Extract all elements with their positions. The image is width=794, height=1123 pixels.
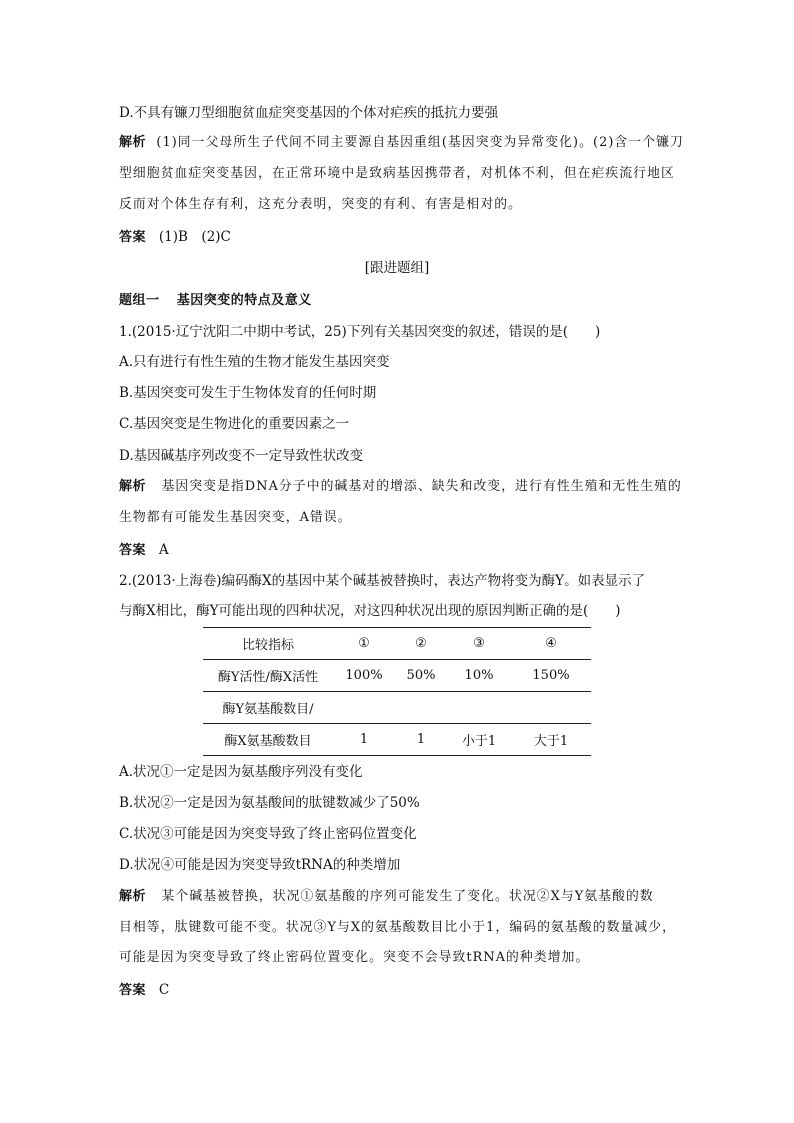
table-cell: 酶Y活性/酶X活性: [203, 660, 333, 692]
question-1: 1.(2015·辽宁沈阳二中期中考试，25)下列有关基因突变的叙述，错误的是( ): [119, 324, 601, 340]
table-cell: ②: [395, 628, 447, 660]
explanation-label: 解析: [119, 135, 147, 150]
answer-q2: [119, 980, 169, 1001]
group-label: 题组一: [119, 293, 160, 308]
explanation-text: 某个碱基被替换，状况①氨基酸的序列可能发生了变化。状况②X与Y氨基酸的数: [161, 889, 654, 904]
question-1-option-d: D.基因碱基序列改变不一定导致性状改变: [119, 448, 364, 464]
question-2-option-c: C.状况③可能是因为突变导致了终止密码位置变化: [119, 826, 417, 842]
explanation-q2-line-2: 目相等，肽键数可能不变。状况③Y与X的氨基酸数目比小于1，编码的氨基酸的数量减少，: [119, 920, 677, 935]
explanation-q2: [119, 887, 654, 907]
question-2-line-2: 与酶X相比，酶Y可能出现的四种状况，对这四种状况出现的原因判断正确的是( ): [119, 603, 621, 619]
table-cell: 小于1: [447, 724, 511, 756]
answer-label: 答案: [119, 983, 147, 998]
table-cell: ③: [447, 628, 511, 660]
table-cell: 100%: [333, 660, 395, 692]
explanation-label: 解析: [119, 479, 147, 494]
answer-text: C: [158, 982, 170, 998]
question-1-option-a: A.只有进行有性生殖的生物才能发生基因突变: [119, 354, 390, 370]
explanation-line-2: 型细胞贫血症突变基因，在正常环境中是致病基因携带者，对机体不利，但在疟疾流行地区: [119, 166, 675, 181]
answer-text: A: [158, 542, 169, 558]
table-cell: 大于1: [511, 724, 591, 756]
table-cell: 50%: [395, 660, 447, 692]
answer-label: 答案: [119, 230, 147, 245]
table-cell: 1: [395, 724, 447, 756]
explanation-q2-line-3: 可能是因为突变导致了终止密码位置变化。突变不会导致tRNA的种类增加。: [119, 950, 590, 965]
question-2-option-d: D.状况④可能是因为突变导致tRNA的种类增加: [119, 857, 401, 873]
explanation-q1: [119, 477, 682, 497]
comparison-table: [203, 627, 591, 756]
option-d-text: D.不具有镰刀型细胞贫血症突变基因的个体对疟疾的抵抗力要强: [119, 105, 499, 121]
question-2-option-b: B.状况②一定是因为氨基酸间的肽键数减少了50%: [119, 795, 420, 811]
group-title: 基因突变的特点及意义: [176, 293, 312, 308]
answer-1: [119, 227, 231, 248]
table-header-row: [203, 628, 591, 660]
explanation-label: 解析: [119, 889, 147, 904]
explanation-q1-line-2: 生物都有可能发生基因突变，A错误。: [119, 510, 352, 525]
table-row: [203, 692, 591, 724]
table-cell: 10%: [447, 660, 511, 692]
question-2-option-a: A.状况①一定是因为氨基酸序列没有变化: [119, 764, 363, 780]
table-cell: ①: [333, 628, 395, 660]
explanation-text: 基因突变是指DNA分子中的碱基对的增添、缺失和改变，进行有性生殖和无性生殖的: [161, 479, 682, 494]
table-cell: 酶X氨基酸数目: [203, 724, 333, 756]
answer-text: (1)B (2)C: [158, 229, 231, 245]
section-title: [跟进题组]: [364, 260, 430, 276]
table-cell: 150%: [511, 660, 591, 692]
table-row: [203, 660, 591, 692]
explanation-text: (1)同一父母所生子代间不同主要源自基因重组(基因突变为异常变化)。(2)含一个镰刀: [156, 135, 684, 150]
table-cell: 酶Y氨基酸数目/: [203, 692, 333, 724]
table-cell: 1: [333, 724, 395, 756]
question-2: 2.(2013·上海卷)编码酶X的基因中某个碱基被替换时，表达产物将变为酶Y。如表显示了: [119, 573, 646, 589]
explanation-1: [119, 133, 684, 153]
table-cell: 比较指标: [203, 628, 333, 660]
question-1-option-c: C.基因突变是生物进化的重要因素之一: [119, 416, 350, 432]
answer-label: 答案: [119, 543, 147, 558]
answer-q1: [119, 540, 169, 561]
explanation-line-3: 反而对个体生存有利，这充分表明，突变的有利、有害是相对的。: [119, 197, 523, 212]
question-1-option-b: B.基因突变可发生于生物体发育的任何时期: [119, 385, 377, 401]
group-heading: [119, 290, 312, 311]
table-cell: ④: [511, 628, 591, 660]
table-row: [203, 724, 591, 756]
